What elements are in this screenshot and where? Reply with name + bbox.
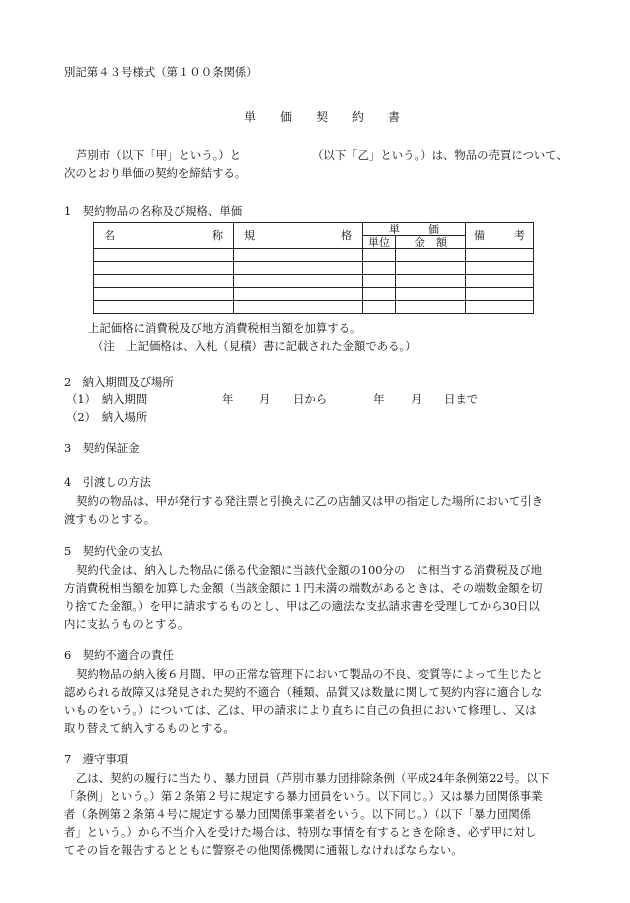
- form-label: 別記第４３号様式（第１００条関係）: [64, 65, 258, 79]
- intro-party-b: （以下「乙」という。）は、物品の売買について、: [312, 148, 568, 162]
- table-row: [94, 275, 534, 288]
- delivery-period-label: （1） 納入期間: [66, 392, 148, 406]
- section-5-body: 契約代金は、納入した物品に係る代金額に当該代金額の100分の に相当する消費税及び地 方消費税相当額を加算した金額（当該金額に１円未満の端数があるときは、その端数金額を切 り捨てた金額。）を甲に請求するものとし、甲は乙の適法な支払請求書を受理してから30日以 内に支払うものとする。: [64, 563, 543, 631]
- table-row: [94, 288, 534, 301]
- table-row: [94, 262, 534, 275]
- price-note: （注 上記価格は、入札（見積）書に記載された金額である。）: [92, 339, 417, 353]
- document-title: 単 価 契 約 書: [244, 110, 401, 124]
- section-4-body: 契約の物品は、甲が発行する発注票と引換えに乙の店舗又は甲の指定した場所において引き 渡すものとする。: [64, 494, 544, 526]
- header-unit: 単位: [363, 236, 396, 249]
- table-row: [94, 301, 534, 314]
- section-1-heading: 1 契約物品の名称及び規格、単価: [64, 204, 243, 218]
- section-3-heading: 3 契約保証金: [64, 441, 140, 455]
- header-amount: 金 額: [396, 236, 466, 249]
- item-spec-table: [93, 222, 534, 314]
- intro-line-2: 次のとおり単価の契約を締結する。: [64, 166, 247, 180]
- section-2-heading: 2 納入期間及び場所: [64, 375, 174, 389]
- table-row: [94, 249, 534, 262]
- header-spec: 規 格: [234, 223, 363, 249]
- from-day: 日から: [293, 392, 328, 406]
- section-7-body: 乙は、契約の履行に当たり、暴力団員（芦別市暴力団排除条例（平成24年条例第22号。以下 「条例」という。）第２条第２号に規定する暴力団員をいう。以下同じ。）又は暴力団関係事業 者（条例第２条第４号に規定する暴力団関係事業者をいう。以下同じ。）（以下「暴力団関係 者」という。）から不当介入を受けた場合は、特別な事情を有するときを除き、必ず甲に対し てその旨を報告するとともに警察その他関係機関に通報しなければならない。: [64, 771, 550, 857]
- section-7-heading: 7 遵守事項: [64, 752, 129, 766]
- header-remarks: 備 考: [466, 223, 534, 249]
- to-month: 月: [411, 392, 423, 406]
- section-4-heading: 4 引渡しの方法: [64, 475, 151, 489]
- intro-party-a: 芦別市（以下「甲」という。）と: [76, 148, 242, 162]
- tax-note: 上記価格に消費税及び地方消費税相当額を加算する。: [88, 321, 362, 335]
- to-day: 日まで: [444, 392, 479, 406]
- section-6-heading: 6 契約不適合の責任: [64, 648, 174, 662]
- delivery-place-label: （2） 納入場所: [66, 410, 148, 424]
- header-unit-price: 単 価: [363, 223, 466, 236]
- from-month: 月: [259, 392, 271, 406]
- to-year: 年: [373, 392, 385, 406]
- section-6-body: 契約物品の納入後６月間、甲の正常な管理下において製品の不良、変質等によって生じたと 認められる故障又は発見された契約不適合（種類、品質又は数量に関して契約内容に適合しな いものをいう。）については、乙は、甲の請求により直ちに自己の負担において修理し、又は 取り替えて納入するものとする。: [64, 667, 544, 735]
- section-5-heading: 5 契約代金の支払: [64, 544, 163, 558]
- header-name: 名 称: [94, 223, 234, 249]
- from-year: 年: [222, 392, 234, 406]
